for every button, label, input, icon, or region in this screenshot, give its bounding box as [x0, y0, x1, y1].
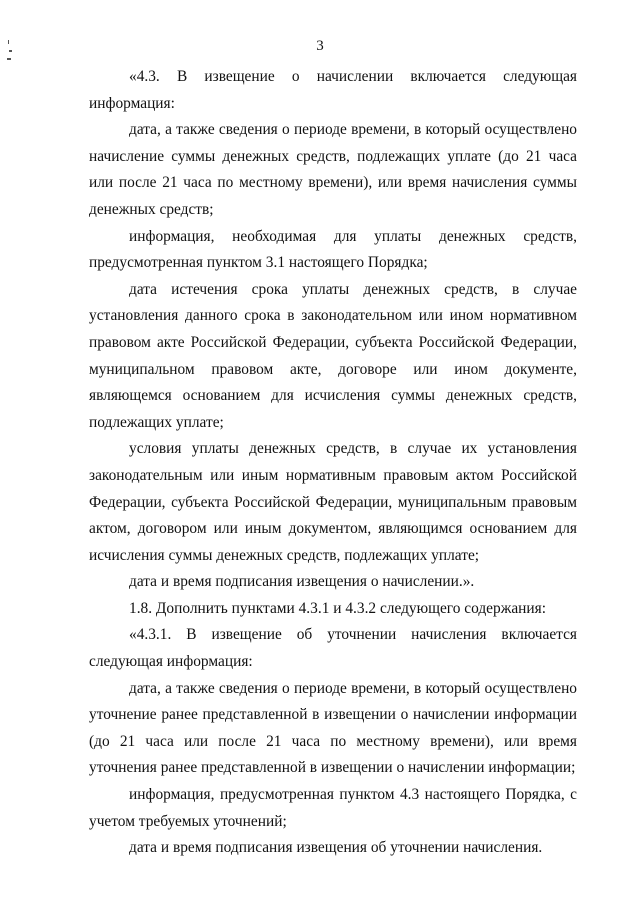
paragraph: 1.8. Дополнить пунктами 4.3.1 и 4.3.2 следующего содержания: — [129, 599, 547, 617]
paragraph: дата и время подписания извещения о начислении.». — [129, 573, 475, 591]
paragraph: дата истечения срока уплаты денежных средств, в случае установления данного срока в законодательном или ином нормативном правовом акте Российской Федерации, субъекта Российской Федерации, муниципальном правовом акте, договоре или ином документе, являющемся основанием для исчисления суммы денежных средств, подлежащих уплате; — [89, 280, 577, 431]
paragraph: информация, необходимая для уплаты денежных средств, предусмотренная пунктом 3.1 настоящего Порядка; — [89, 227, 577, 272]
page-number: 3 — [316, 38, 324, 54]
paragraph: «4.3.1. В извещение об уточнении начисления включается следующая информация: — [89, 626, 577, 671]
paragraph: «4.3. В извещение о начислении включается следующая информация: — [89, 68, 577, 112]
paragraph: информация, предусмотренная пунктом 4.3 настоящего Порядка, с учетом требуемых уточнений; — [89, 786, 577, 830]
document-body — [89, 64, 577, 862]
paragraph: дата и время подписания извещения об уточнении начисления. — [129, 839, 543, 857]
paragraph: условия уплаты денежных средств, в случае их установления законодательным или иным нормативным правовым актом Российской Федерации, субъекта Российской Федерации, муниципальным правовым актом, договором или иным документом, являющимся основанием для исчисления суммы денежных средств, подлежащих уплате; — [89, 440, 577, 564]
paragraph: дата, а также сведения о периоде времени, в который осуществлено начисление суммы денежных средств, подлежащих уплате (до 21 часа или после 21 часа по местному времени), или время начисления суммы денежных средств; — [89, 121, 577, 218]
paragraph: дата, а также сведения о периоде времени, в который осуществлено уточнение ранее представленной в извещении о начислении информации (до 21 часа или после 21 часа по местному времени), или время уточнения ранее представленной в извещении о начислении информации; — [89, 679, 577, 777]
